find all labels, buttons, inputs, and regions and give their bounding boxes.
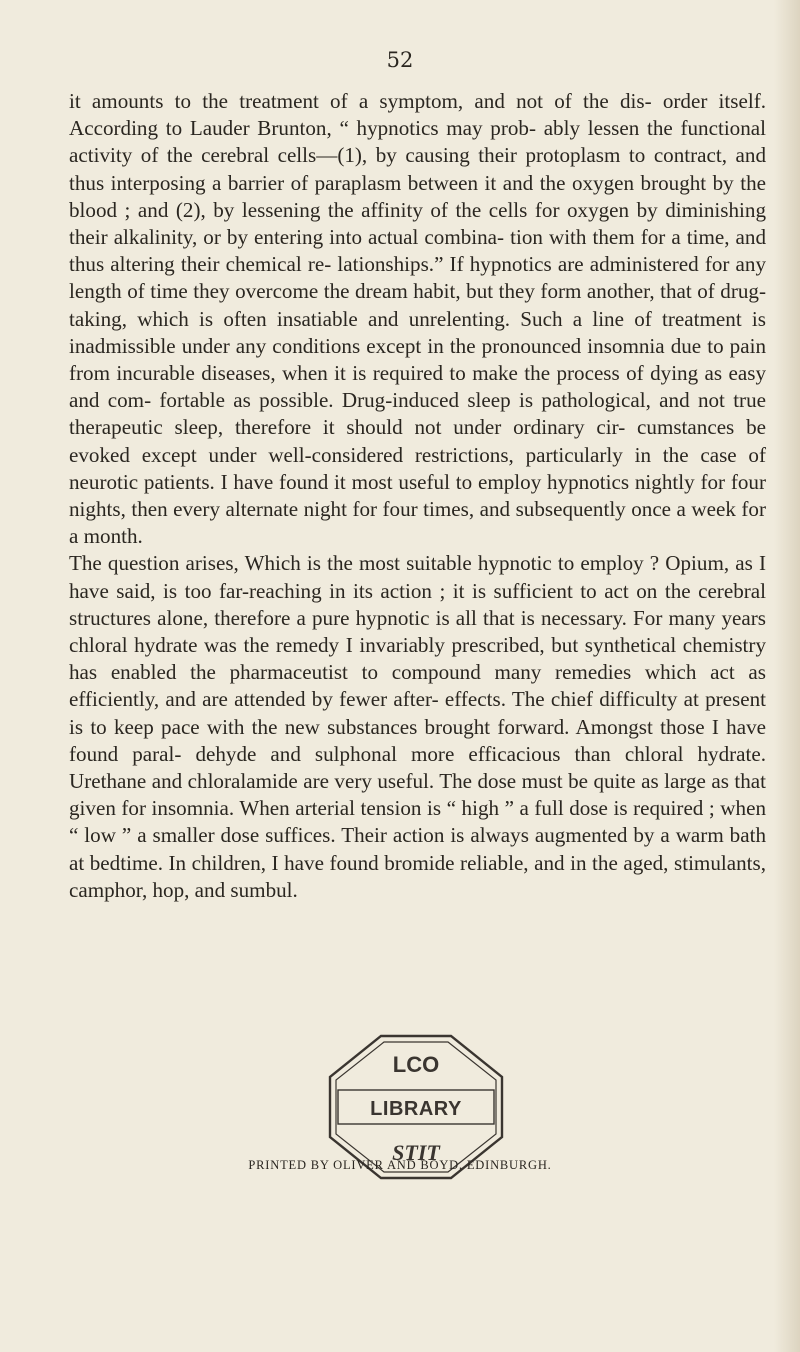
printer-imprint: PRINTED BY OLIVER AND BOYD, EDINBURGH.	[248, 1158, 552, 1172]
stamp-bottom-text: STIT	[392, 1140, 440, 1165]
page-edge-shadow	[774, 0, 800, 1352]
stamp-top-text: LCO	[392, 1052, 440, 1077]
stamp-center-text: LIBRARY	[370, 1098, 462, 1120]
paragraph-2: The question arises, Which is the most suitable hypnotic to employ ? Opium, as I have said, is too far-reaching in its action ; it is sufficient to act on the cerebral structures alone, therefore a pure hypnotic is all that is necessary. For many years chloral hydrate was the remedy I invariably prescribed, but synthetical chemistry has enabled the pharmaceutist to compound many remedies which act as efficiently, and are attended by fewer after- effects. The chief difficulty at present is to keep pace with the new substances brought forward. Amongst those I have found paral- dehyde and sulphonal more efficacious than chloral hydrate. Urethane and chloralamide are very useful. The dose must be quite as large as that given for insomnia. When arterial tension is “ high ” a full dose is required ; when “ low ” a smaller dose suffices. Their action is always augmented by a warm bath at bedtime. In children, I have found bromide reliable, and in the aged, stimulants, camphor, hop, and sumbul.	[69, 551, 766, 902]
body-text	[69, 88, 766, 904]
paragraph-1: it amounts to the treatment of a symptom, and not of the dis- order itself. According to Lauder Brunton, “ hypnotics may prob- ably lessen the functional activity of the cerebral cells—(1), by causing their protoplasm to contract, and thus interposing a barrier of paraplasm between it and the oxygen brought by the blood ; and (2), by lessening the affinity of the cells for oxygen by diminishing their alkalinity, or by entering into actual combina- tion with them for a time, and thus altering their chemical re- lationships.” If hypnotics are administered for any length of time they overcome the dream habit, but they form another, that of drug-taking, which is often insatiable and unrelenting. Such a line of treatment is inadmissible under any conditions except in the pronounced insomnia due to pain from incurable diseases, when it is required to make the process of dying as easy and com- fortable as possible. Drug-induced sleep is pathological, and not true therapeutic sleep, therefore it should not under ordinary cir- cumstances be evoked except under well-considered restrictions, particularly in the case of neurotic patients. I have found it most useful to employ hypnotics nightly for four nights, then every alternate night for four times, and subsequently once a week for a month.	[69, 89, 766, 549]
page-number: 52	[386, 48, 414, 72]
